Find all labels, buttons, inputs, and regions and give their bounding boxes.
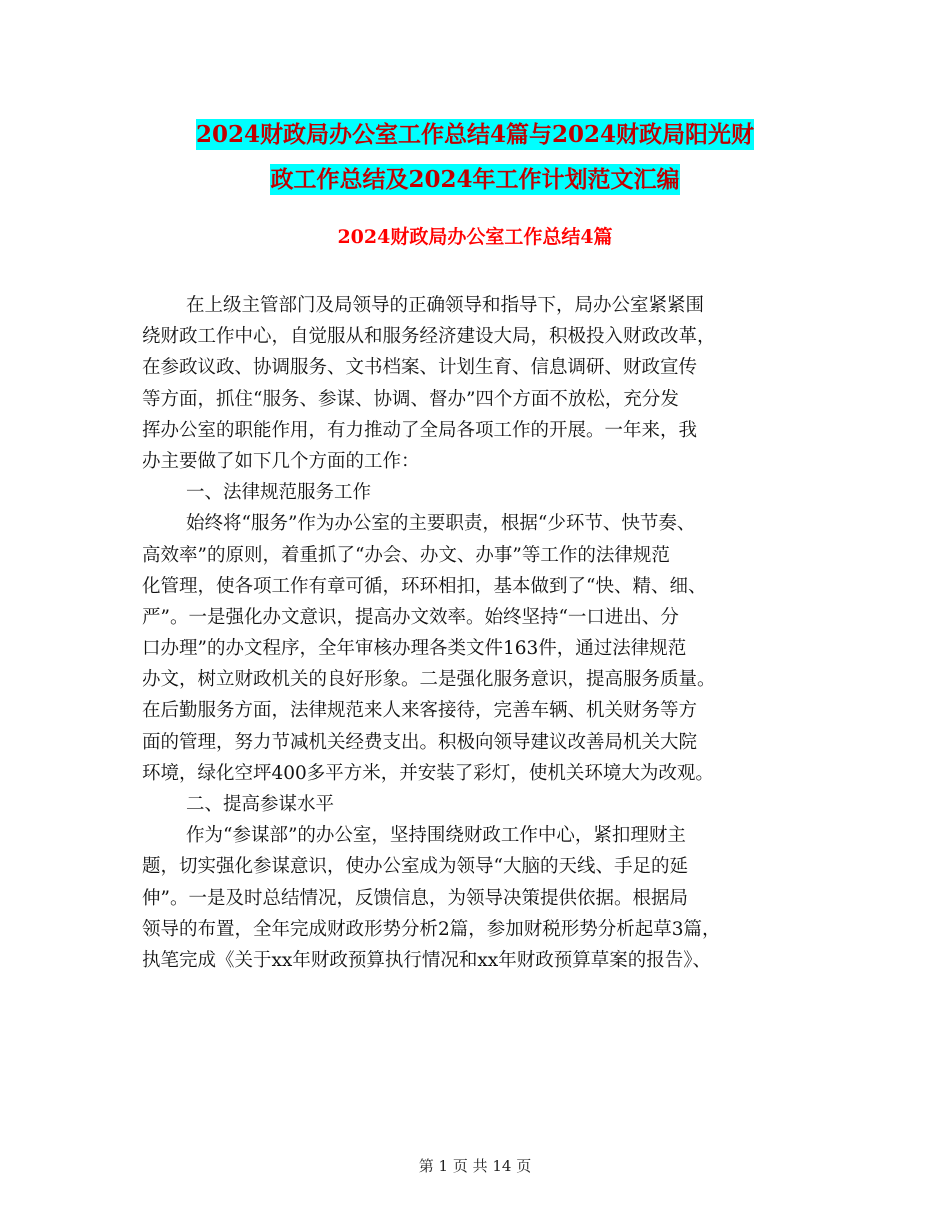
paragraph-line: 办文，树立财政机关的良好形象。二是强化服务意识，提高服务质量。 xyxy=(142,669,716,691)
paragraph-line: 绕财政工作中心，自觉服从和服务经济建设大局，积极投入财政改革， xyxy=(142,326,716,348)
section-title: 2024财政局办公室工作总结4篇 xyxy=(337,226,613,248)
paragraph-line: 执笔完成《关于xx年财政预算执行情况和xx年财政预算草案的报告》、 xyxy=(142,949,711,971)
body-text xyxy=(142,290,814,976)
paragraph-line: 面的管理，努力节减机关经费支出。积极向领导建议改善局机关大院 xyxy=(142,731,698,753)
paragraph-line: 在参政议政、协调服务、文书档案、计划生育、信息调研、财政宣传 xyxy=(142,357,698,379)
paragraph-line: 化管理，使各项工作有章可循，环环相扣，基本做到了“快、精、细、 xyxy=(142,575,707,597)
paragraph-line: 作为“参谋部”的办公室，坚持围绕财政工作中心，紧扣理财主 xyxy=(186,825,686,847)
paragraph-line: 办主要做了如下几个方面的工作： xyxy=(142,450,420,472)
title-line-1: 2024财政局办公室工作总结4篇与2024财政局阳光财 xyxy=(195,121,755,148)
title-line-2: 政工作总结及2024年工作计划范文汇编 xyxy=(270,166,680,193)
paragraph-line: 始终将“服务”作为办公室的主要职责，根据“少环节、快节奏、 xyxy=(186,513,696,535)
paragraph-line: 在后勤服务方面，法律规范来人来客接待，完善车辆、机关财务等方 xyxy=(142,700,698,722)
paragraph-line: 环境，绿化空坪400多平方米，并安装了彩灯，使机关环境大为改观。 xyxy=(142,762,714,784)
paragraph-line: 口办理”的办文程序，全年审核办理各类文件163件，通过法律规范 xyxy=(142,638,687,660)
page-footer: 第 1 页 共 14 页 xyxy=(418,1157,532,1175)
subheading: 一、法律规范服务工作 xyxy=(186,482,372,504)
subheading: 二、提高参谋水平 xyxy=(186,794,335,815)
paragraph-line: 伸”。一是及时总结情况，反馈信息，为领导决策提供依据。根据局 xyxy=(142,887,688,909)
paragraph-line: 等方面，抓住“服务、参谋、协调、督办”四个方面不放松，充分发 xyxy=(142,388,679,410)
paragraph-line: 领导的布置，全年完成财政形势分析2篇，参加财税形势分析起草3篇， xyxy=(142,918,721,940)
paragraph-line: 高效率”的原则，着重抓了“办会、办文、办事”等工作的法律规范 xyxy=(142,544,670,566)
paragraph-line: 挥办公室的职能作用，有力推动了全局各项工作的开展。一年来，我 xyxy=(142,419,698,441)
paragraph-line: 严”。一是强化办文意识，提高办文效率。始终坚持“一口进出、分 xyxy=(142,606,679,628)
paragraph-line: 题，切实强化参谋意识，使办公室成为领导“大脑的天线、手足的延 xyxy=(142,856,688,878)
document-title xyxy=(0,112,950,202)
paragraph-line: 在上级主管部门及局领导的正确领导和指导下，局办公室紧紧围 xyxy=(186,295,705,316)
